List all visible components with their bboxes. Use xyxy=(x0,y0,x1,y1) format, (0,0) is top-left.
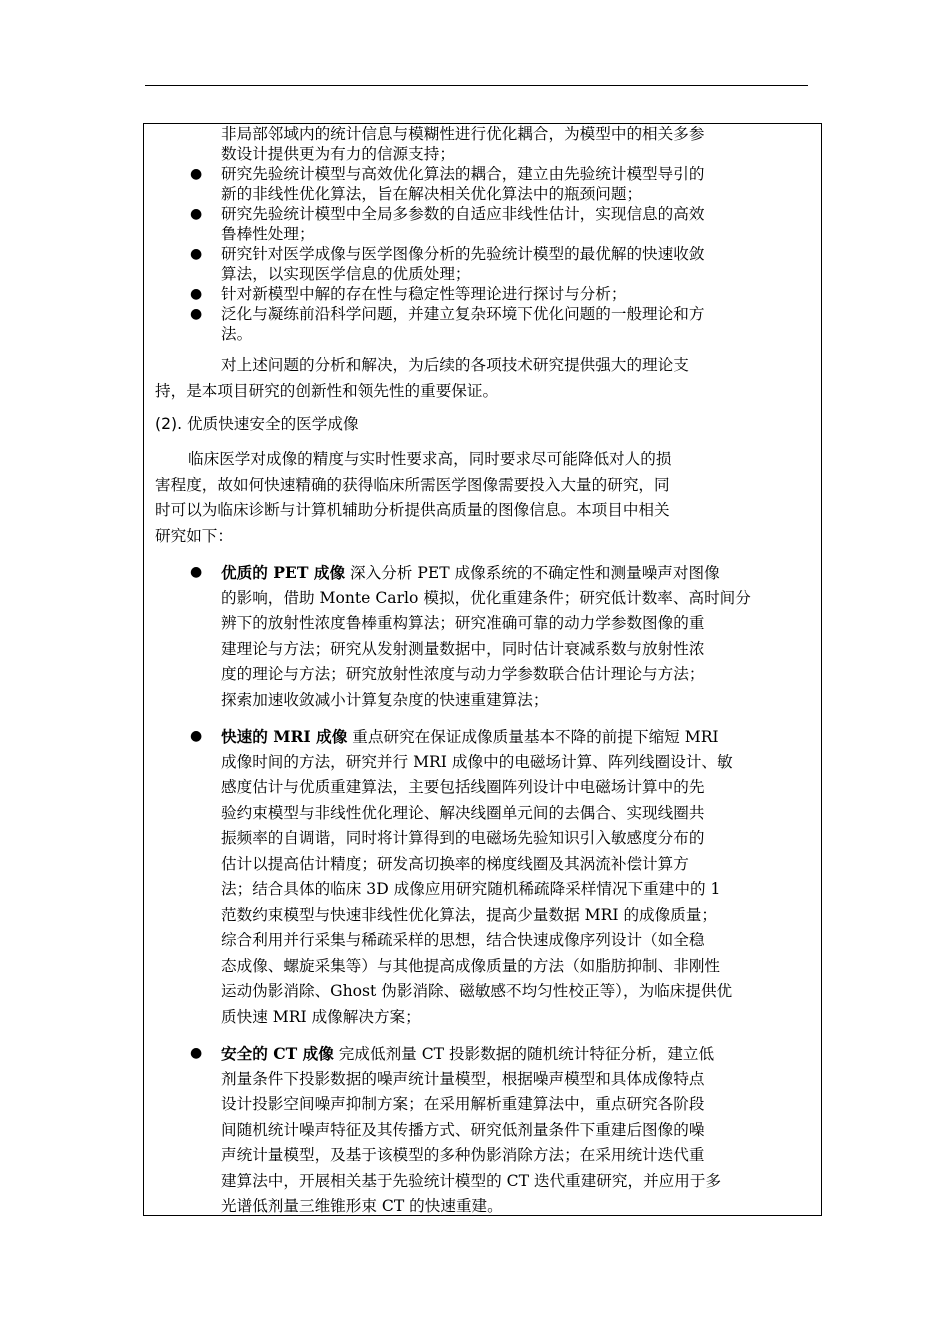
text-line: 对上述问题的分析和解决，为后续的各项技术研究提供强大的理论支 xyxy=(221,356,689,374)
bullet-icon: ● xyxy=(190,286,203,302)
text-line: ● 泛化与凝练前沿科学问题，并建立复杂环境下优化问题的一般理论和方 xyxy=(190,305,705,323)
text-line: 研究如下： xyxy=(155,526,233,545)
text-line: 振频率的自调谐，同时将计算得到的电磁场先验知识引入敏感度分布的 xyxy=(221,829,705,847)
document-body xyxy=(155,124,814,1220)
text-line: 数设计提供更为有力的信源支持； xyxy=(221,145,455,163)
section2-heading: (2). 优质快速安全的医学成像 xyxy=(155,415,359,433)
text-line: 时可以为临床诊断与计算机辅助分析提供高质量的图像信息。本项目中相关 xyxy=(155,501,670,519)
text-line: 探索加速收敛减小计算复杂度的快速重建算法； xyxy=(221,690,549,709)
text-line: 验约束模型与非线性优化理论、解决线圈单元间的去偶合、实现线圈共 xyxy=(221,803,705,822)
bullet-icon: ● xyxy=(190,306,203,322)
section2-item-ct xyxy=(188,1041,814,1220)
text-line: 剂量条件下投影数据的噪声统计量模型，根据噪声模型和具体成像特点 xyxy=(221,1069,705,1088)
text-line: 非局部邻域内的统计信息与模糊性进行优化耦合，为模型中的相关多参 xyxy=(221,125,705,143)
bullet-icon: ● xyxy=(190,246,203,262)
text-line: 度的理论与方法；研究放射性浓度与动力学参数联合估计理论与方法； xyxy=(221,665,705,683)
section2-item-mri xyxy=(188,724,814,1030)
text-line: 间随机统计噪声特征及其传播方式、研究低剂量条件下重建后图像的噪 xyxy=(221,1120,705,1139)
text-line: 辨下的放射性浓度鲁棒重构算法；研究准确可靠的动力学参数图像的重 xyxy=(221,614,705,632)
text-line: ● 优质的 PET 成像 深入分析 PET 成像系统的不确定性和测量噪声对图像 xyxy=(188,560,814,586)
bullet-icon: ● xyxy=(190,728,203,744)
list-item xyxy=(188,204,814,244)
text-line: 建理论与方法；研究从发射测量数据中，同时估计衰减系数与放射性浓 xyxy=(221,639,705,658)
text-line: 法。 xyxy=(221,325,253,343)
section1-bullet-list xyxy=(188,164,814,344)
text-line: 算法，以实现医学信息的优质处理； xyxy=(221,265,471,283)
list-item xyxy=(188,244,814,284)
text-line: 害程度，故如何快速精确的获得临床所需医学图像需要投入大量的研究，同 xyxy=(155,475,670,494)
bullet-icon: ● xyxy=(190,206,203,222)
text-line: 临床医学对成像的精度与实时性要求高，同时要求尽可能降低对人的损 xyxy=(188,450,672,468)
bullet-icon: ● xyxy=(190,564,203,580)
list-item xyxy=(188,304,814,344)
text-line: ● 快速的 MRI 成像 重点研究在保证成像质量基本不降的前提下缩短 MRI xyxy=(188,724,814,750)
list-item xyxy=(188,164,814,204)
text-line: 综合利用并行采集与稀疏采样的思想，结合快速成像序列设计（如全稳 xyxy=(221,931,705,949)
bullet-icon: ● xyxy=(190,166,203,182)
item-title: 优质的 PET 成像 xyxy=(221,563,346,582)
section1-continuation xyxy=(188,124,814,164)
text-line: 态成像、螺旋采集等）与其他提高成像质量的方法（如脂肪抑制、非刚性 xyxy=(221,956,721,975)
text-line: 法；结合具体的临床 3D 成像应用研究随机稀疏降采样情况下重建中的 1 xyxy=(221,880,721,898)
bullet-icon: ● xyxy=(190,1045,203,1061)
text-line: 范数约束模型与快速非线性优化算法，提高少量数据 MRI 的成像质量； xyxy=(221,905,718,924)
text-line: ● 安全的 CT 成像 完成低剂量 CT 投影数据的随机统计特征分析，建立低 xyxy=(188,1041,814,1067)
text-line: ● 研究针对医学成像与医学图像分析的先验统计模型的最优解的快速收敛 xyxy=(190,245,705,263)
item-title: 快速的 MRI 成像 xyxy=(221,727,348,746)
text-line: 新的非线性优化算法，旨在解决相关优化算法中的瓶颈问题； xyxy=(221,185,643,203)
text-line: 质快速 MRI 成像解决方案； xyxy=(221,1007,421,1026)
text-line: 持，是本项目研究的创新性和领先性的重要保证。 xyxy=(155,381,499,400)
text-line: 设计投影空间噪声抑制方案；在采用解析重建算法中，重点研究各阶段 xyxy=(221,1095,705,1113)
text-line: 运动伪影消除、Ghost 伪影消除、磁敏感不均匀性校正等），为临床提供优 xyxy=(221,982,733,1000)
section2-intro xyxy=(155,447,814,549)
text-line: ● 研究先验统计模型与高效优化算法的耦合，建立由先验统计模型导引的 xyxy=(190,165,705,183)
text-line: 建算法中，开展相关基于先验统计模型的 CT 迭代重建研究，并应用于多 xyxy=(221,1171,722,1190)
header-rule xyxy=(145,85,808,86)
text-line: 成像时间的方法，研究并行 MRI 成像中的电磁场计算、阵列线圈设计、敏 xyxy=(221,752,733,771)
text-line: 声统计量模型，及基于该模型的多种伪影消除方法；在采用统计迭代重 xyxy=(221,1146,705,1164)
text-line: 鲁棒性处理； xyxy=(221,225,315,243)
text-line: ● 针对新模型中解的存在性与稳定性等理论进行探讨与分析； xyxy=(190,285,627,303)
section1-summary xyxy=(155,353,814,404)
text-line: 估计以提高估计精度；研发高切换率的梯度线圈及其涡流补偿计算方 xyxy=(221,854,689,873)
item-title: 安全的 CT 成像 xyxy=(221,1044,334,1063)
section2-item-pet xyxy=(188,560,814,713)
list-item xyxy=(188,284,814,304)
text-line: 感度估计与优质重建算法，主要包括线圈阵列设计中电磁场计算中的先 xyxy=(221,778,705,796)
text-line: 的影响，借助 Monte Carlo 模拟，优化重建条件；研究低计数率、高时间分 xyxy=(221,588,751,607)
text-line: 光谱低剂量三维锥形束 CT 的快速重建。 xyxy=(221,1197,503,1215)
text-line: ● 研究先验统计模型中全局多参数的自适应非线性估计，实现信息的高效 xyxy=(190,205,705,223)
